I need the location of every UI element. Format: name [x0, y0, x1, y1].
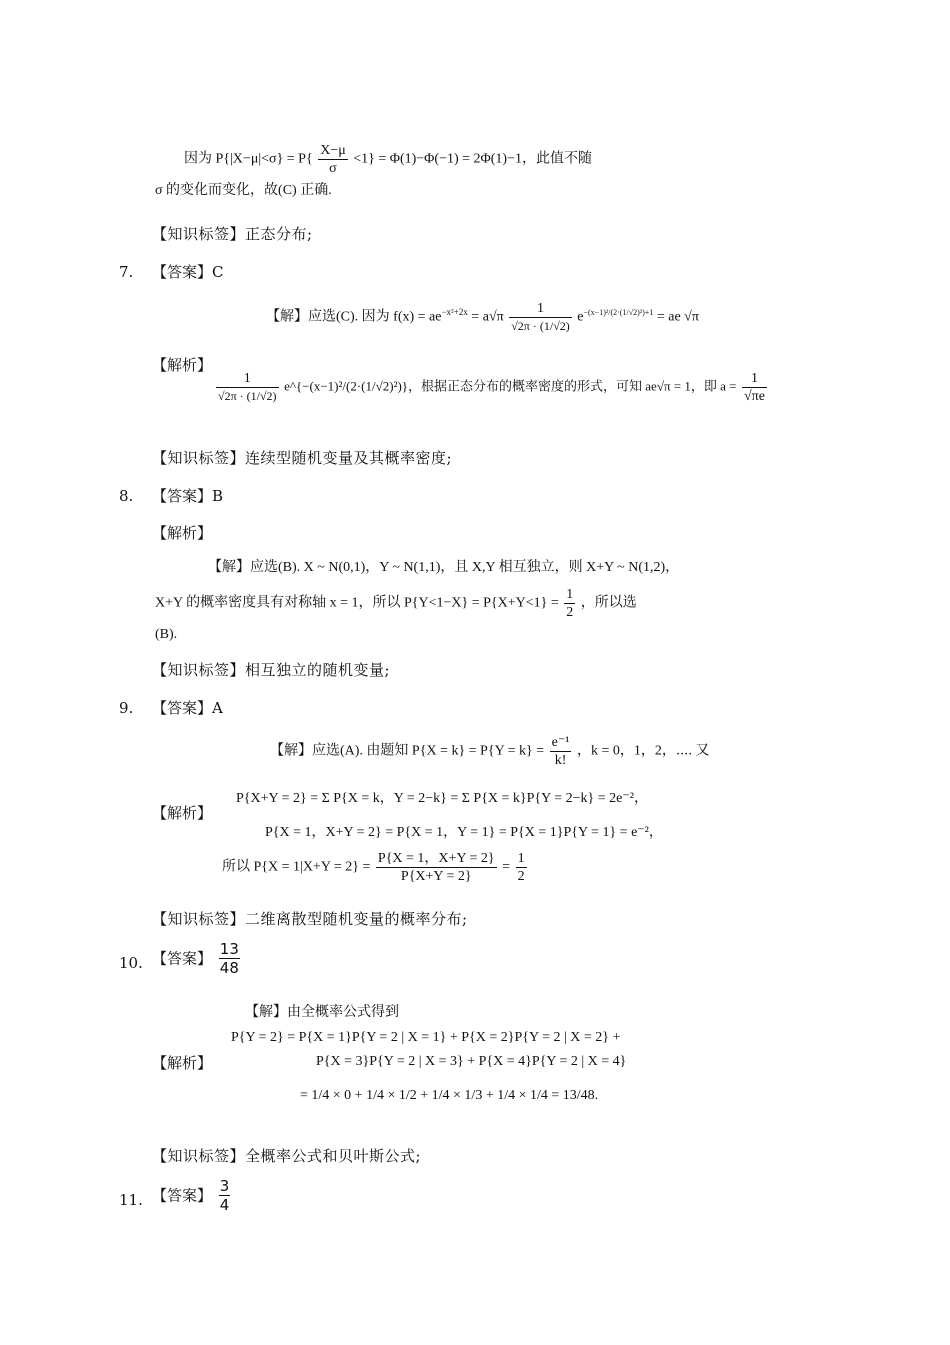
item11-answer-fraction [219, 1177, 231, 1214]
item9-solution-line4 [222, 850, 529, 885]
item6-sol-frac-num: X−μ [320, 143, 346, 158]
item9-knowledge-tag: 【知识标签】二维离散型随机变量的概率分布; [152, 910, 468, 928]
item8-solution-line3: (B). [155, 627, 178, 642]
item7-number: 7. [119, 263, 134, 281]
item7-sol-head: 【解】应选(C). 因为 f(x) = ae [266, 309, 442, 325]
item7-analysis-text: e^{−(x−1)²/(2·(1/√2)²)}，根据正态分布的概率密度的形式，可知 ae√π = 1，即 a = [284, 378, 737, 394]
item7-sol-tail: = ae √π [656, 309, 699, 325]
item8-sol-line2-b: ，所以选 [580, 595, 637, 611]
item6-sol-math: P{|X−μ|<σ} = P{ [215, 151, 313, 167]
item7-sol-e-exp: −(x−1)²/(2·(1/√2)²)+1 [583, 308, 654, 318]
item11-answer-line [152, 1177, 230, 1214]
item6-solution-line2: σ 的变化而变化，故(C) 正确. [155, 183, 332, 198]
item10-solution-line2: P{Y = 2} = P{X = 1}P{Y = 2 | X = 1} + P{X = 2}P{Y = 2 | X = 2} + [231, 1030, 621, 1045]
item10-analysis-label: 【解析】 [152, 1054, 213, 1072]
item9-sol-answer-fraction [516, 850, 527, 885]
item8-analysis-label: 【解析】 [152, 524, 213, 542]
item8-sol-line2-a: X+Y 的概率密度具有对称轴 x = 1，所以 P{Y<1−X} = P{X+Y<1} = [155, 595, 559, 611]
item9-solution-line3: P{X = 1，X+Y = 2} = P{X = 1，Y = 1} = P{X = 1}P{Y = 1} = e⁻²， [265, 825, 663, 840]
item10-answer-den: 48 [219, 959, 239, 977]
item10-solution-line1: 【解】由全概率公式得到 [245, 1005, 399, 1020]
item7-sol-e: e [577, 309, 584, 325]
item8-sol-frac-den: 2 [566, 605, 574, 620]
item9-sol-ans-den: 2 [517, 869, 525, 884]
item7-analysis-label: 【解析】 [152, 356, 213, 374]
item7-analysis-frac-num: 1 [216, 370, 279, 388]
item8-sol-frac-num: 1 [566, 587, 574, 602]
item8-solution-line1: 【解】应选(B). X ~ N(0,1)，Y ~ N(1,1)，且 X,Y 相互独立，则 X+Y ~ N(1,2)， [208, 560, 680, 575]
item7-analysis-ans-den: √πe [743, 389, 765, 404]
item9-analysis-label: 【解析】 [152, 804, 213, 822]
item9-sol-frac-num: e⁻¹ [551, 735, 570, 750]
item9-sol-ans-num: 1 [517, 851, 525, 866]
item8-knowledge-tag: 【知识标签】相互独立的随机变量; [152, 661, 391, 679]
item6-sol-tail: <1} = Φ(1)−Φ(−1) = 2Φ(1)−1，此值不随 [353, 151, 592, 167]
item6-knowledge-tag: 【知识标签】正态分布; [152, 225, 313, 243]
item9-solution-line2: P{X+Y = 2} = Σ P{X = k，Y = 2−k} = Σ P{X = k}P{Y = 2−k} = 2e⁻²， [236, 791, 648, 806]
item7-sol-frac-den: √2π · (1/√2) [511, 319, 570, 333]
item10-knowledge-tag: 【知识标签】全概率公式和贝叶斯公式; [152, 1147, 422, 1165]
item10-answer-label: 【答案】 [152, 949, 213, 968]
item7-knowledge-tag: 【知识标签】连续型随机变量及其概率密度; [152, 449, 453, 467]
item8-solution-line2 [155, 586, 637, 621]
item9-sol-line1-a: 【解】应选(A). 由题知 P{X = k} = P{Y = k} = [270, 743, 545, 759]
item9-solution-line1 [270, 734, 709, 769]
item8-number: 8. [119, 487, 134, 505]
item9-sol-line4-b: = [502, 859, 511, 875]
item7-sol-frac-num: 1 [509, 300, 572, 318]
item7-analysis-ans-num: 1 [742, 370, 767, 388]
item8-answer: 【答案】B [152, 487, 224, 505]
item9-sol-cond-fraction [376, 850, 497, 885]
item7-answer: 【答案】C [152, 263, 224, 281]
item7-solution-line1 [266, 300, 699, 335]
item9-sol-cond-num: P{X = 1，X+Y = 2} [377, 851, 495, 866]
item10-answer-num: 13 [219, 940, 239, 958]
item10-number: 10. [119, 954, 143, 972]
item7-analysis-fraction [216, 370, 279, 405]
item6-sol-fraction [318, 142, 348, 177]
item10-answer-fraction [219, 940, 240, 977]
item9-answer: 【答案】A [152, 699, 223, 717]
item8-sol-fraction [564, 586, 575, 621]
item9-sol-line4-a: 所以 P{X = 1|X+Y = 2} = [222, 859, 371, 875]
item6-sol-prefix: 因为 [184, 151, 212, 167]
item11-number: 11. [119, 1191, 143, 1209]
item7-sol-fraction [509, 300, 572, 335]
item10-solution-line3: P{X = 3}P{Y = 2 | X = 3} + P{X = 4}P{Y = 2 | X = 4} [316, 1054, 627, 1069]
item7-sol-mid: = a√π [471, 309, 504, 325]
item9-sol-line1-b: ，k = 0，1，2，⋯. 又 [576, 743, 710, 759]
item10-solution-line4: = 1/4 × 0 + 1/4 × 1/2 + 1/4 × 1/3 + 1/4 × 1/4 = 13/48. [300, 1088, 599, 1103]
item7-analysis-frac-den: √2π · (1/√2) [218, 389, 277, 403]
item6-sol-frac-den: σ [329, 161, 337, 176]
item9-number: 9. [119, 699, 134, 717]
item7-analysis-answer-fraction [742, 370, 767, 405]
item9-sol-fraction [550, 734, 572, 769]
item7-analysis-line [214, 370, 769, 405]
item7-sol-exp: −x²+2x [441, 307, 468, 318]
item11-answer-label: 【答案】 [152, 1186, 213, 1205]
item9-sol-frac-den: k! [554, 753, 567, 768]
item11-answer-den: 4 [219, 1196, 230, 1214]
item6-solution-line1 [184, 142, 592, 177]
item11-answer-num: 3 [219, 1177, 230, 1195]
item9-sol-cond-den: P{X+Y = 2} [400, 869, 472, 884]
item10-answer-line [152, 940, 240, 977]
